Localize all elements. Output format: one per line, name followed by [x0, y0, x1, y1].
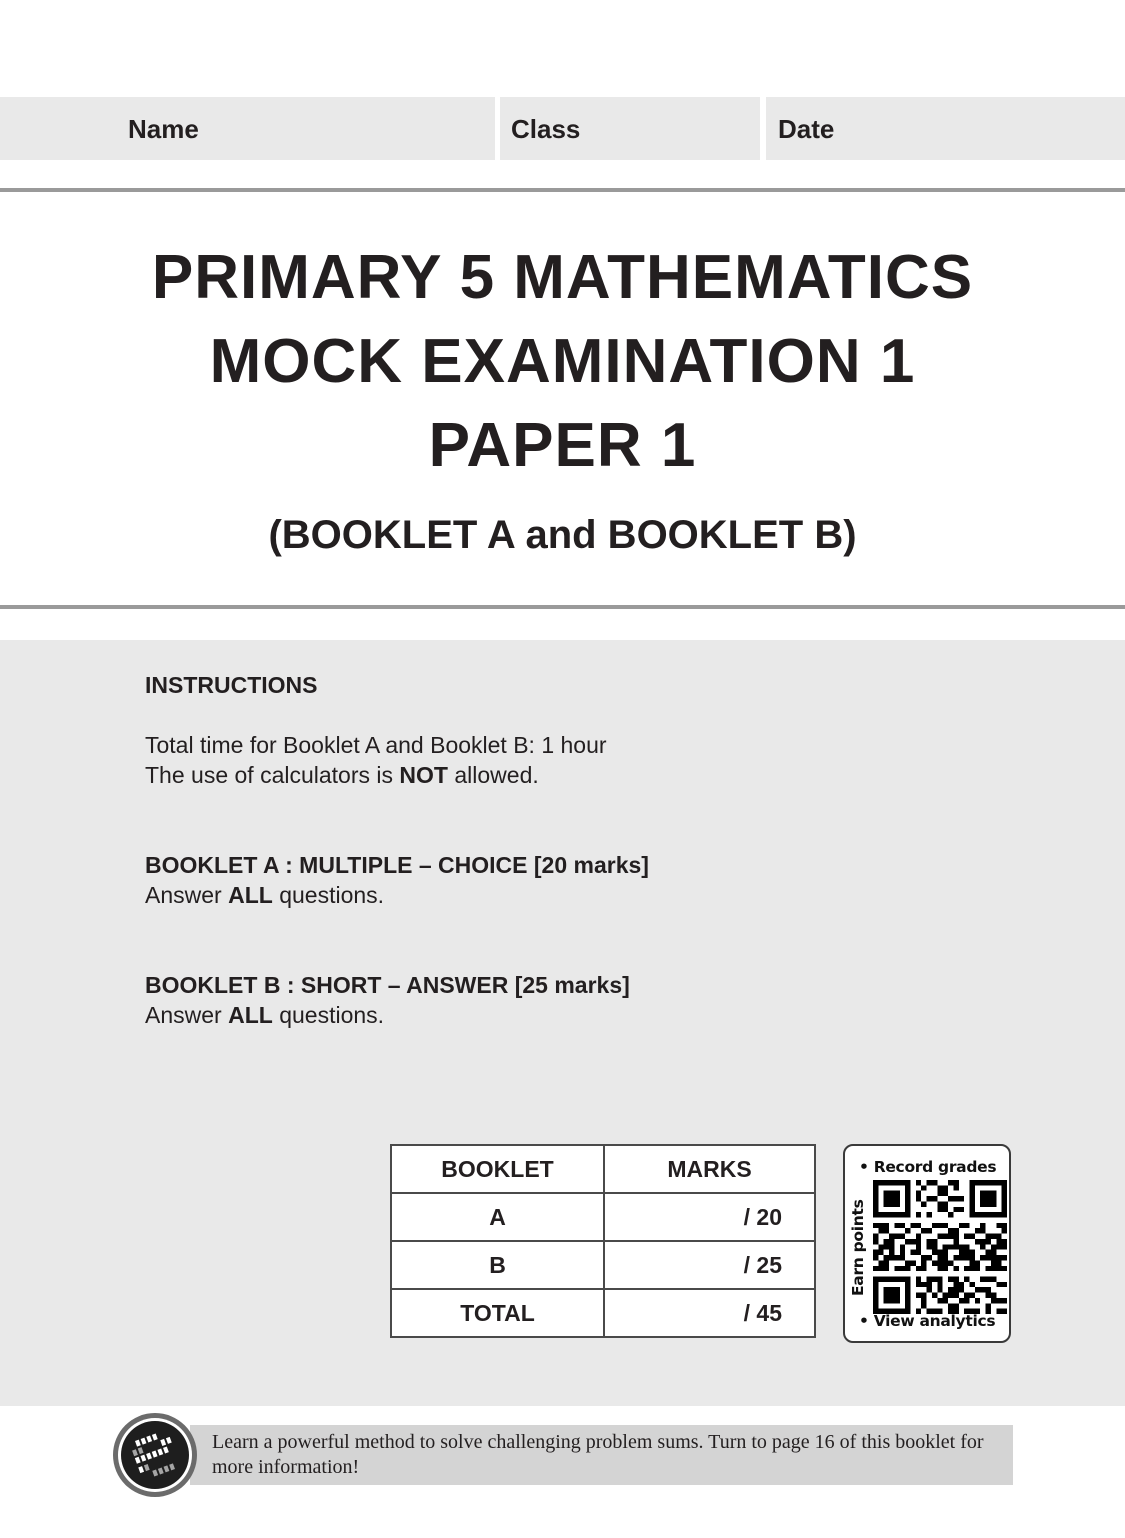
marks-cell[interactable]: / 20: [604, 1193, 815, 1241]
dotted-lines-icon: [121, 1421, 189, 1489]
time-instruction: Total time for Booklet A and Booklet B: 1 hour: [145, 732, 607, 758]
header-marks: MARKS: [604, 1145, 815, 1193]
instructions-heading: INSTRUCTIONS: [145, 672, 318, 698]
name-label: Name: [128, 114, 199, 144]
marks-cell[interactable]: / 25: [604, 1241, 815, 1289]
table-row: [391, 1193, 815, 1241]
booklet-b-note: [145, 1000, 384, 1030]
promo-text: Learn a powerful method to solve challenging problem sums. Turn to page 16 of this booklet for more information!: [212, 1431, 984, 1478]
calc-emph: NOT: [399, 762, 448, 788]
header-booklet: BOOKLET: [391, 1145, 604, 1193]
marks-cell[interactable]: / 45: [604, 1289, 815, 1337]
qr-side-label: Earn points: [849, 1199, 867, 1296]
note-post: questions.: [272, 1002, 385, 1028]
bottom-divider: [0, 605, 1125, 609]
note-emph: ALL: [228, 1002, 273, 1028]
qr-card[interactable]: [843, 1144, 1011, 1343]
note-emph: ALL: [228, 882, 273, 908]
strategy-badge-icon: [113, 1413, 197, 1497]
booklet-a-note: [145, 880, 384, 910]
note-pre: Answer: [145, 882, 229, 908]
note-post: questions.: [272, 882, 385, 908]
calc-pre: The use of calculators is: [145, 762, 400, 788]
table-row: [391, 1289, 815, 1337]
booklet-cell: TOTAL: [391, 1289, 604, 1337]
title-line-2: MOCK EXAMINATION 1: [209, 327, 916, 396]
subtitle: (BOOKLET A and BOOKLET B): [268, 513, 857, 557]
table-row: [391, 1241, 815, 1289]
class-label: Class: [511, 114, 581, 144]
qr-bottom-label: • View analytics: [859, 1312, 996, 1330]
calculator-instruction: [145, 760, 539, 790]
qr-code-icon: [873, 1180, 1007, 1314]
top-divider: [0, 188, 1125, 192]
date-label: Date: [778, 114, 835, 144]
class-field[interactable]: [500, 97, 760, 160]
date-field[interactable]: [766, 97, 1125, 160]
qr-top-label: • Record grades: [859, 1158, 997, 1176]
booklet-cell: A: [391, 1193, 604, 1241]
title-line-3: PAPER 1: [428, 411, 697, 480]
name-field[interactable]: [0, 97, 495, 160]
marks-table: [390, 1144, 816, 1338]
booklet-a-heading: BOOKLET A : MULTIPLE – CHOICE [20 marks]: [145, 852, 649, 878]
title-line-1: PRIMARY 5 MATHEMATICS: [151, 243, 974, 312]
booklet-cell: B: [391, 1241, 604, 1289]
calc-post: allowed.: [447, 762, 539, 788]
table-header-row: [391, 1145, 815, 1193]
booklet-b-heading: BOOKLET B : SHORT – ANSWER [25 marks]: [145, 972, 630, 998]
note-pre: Answer: [145, 1002, 229, 1028]
